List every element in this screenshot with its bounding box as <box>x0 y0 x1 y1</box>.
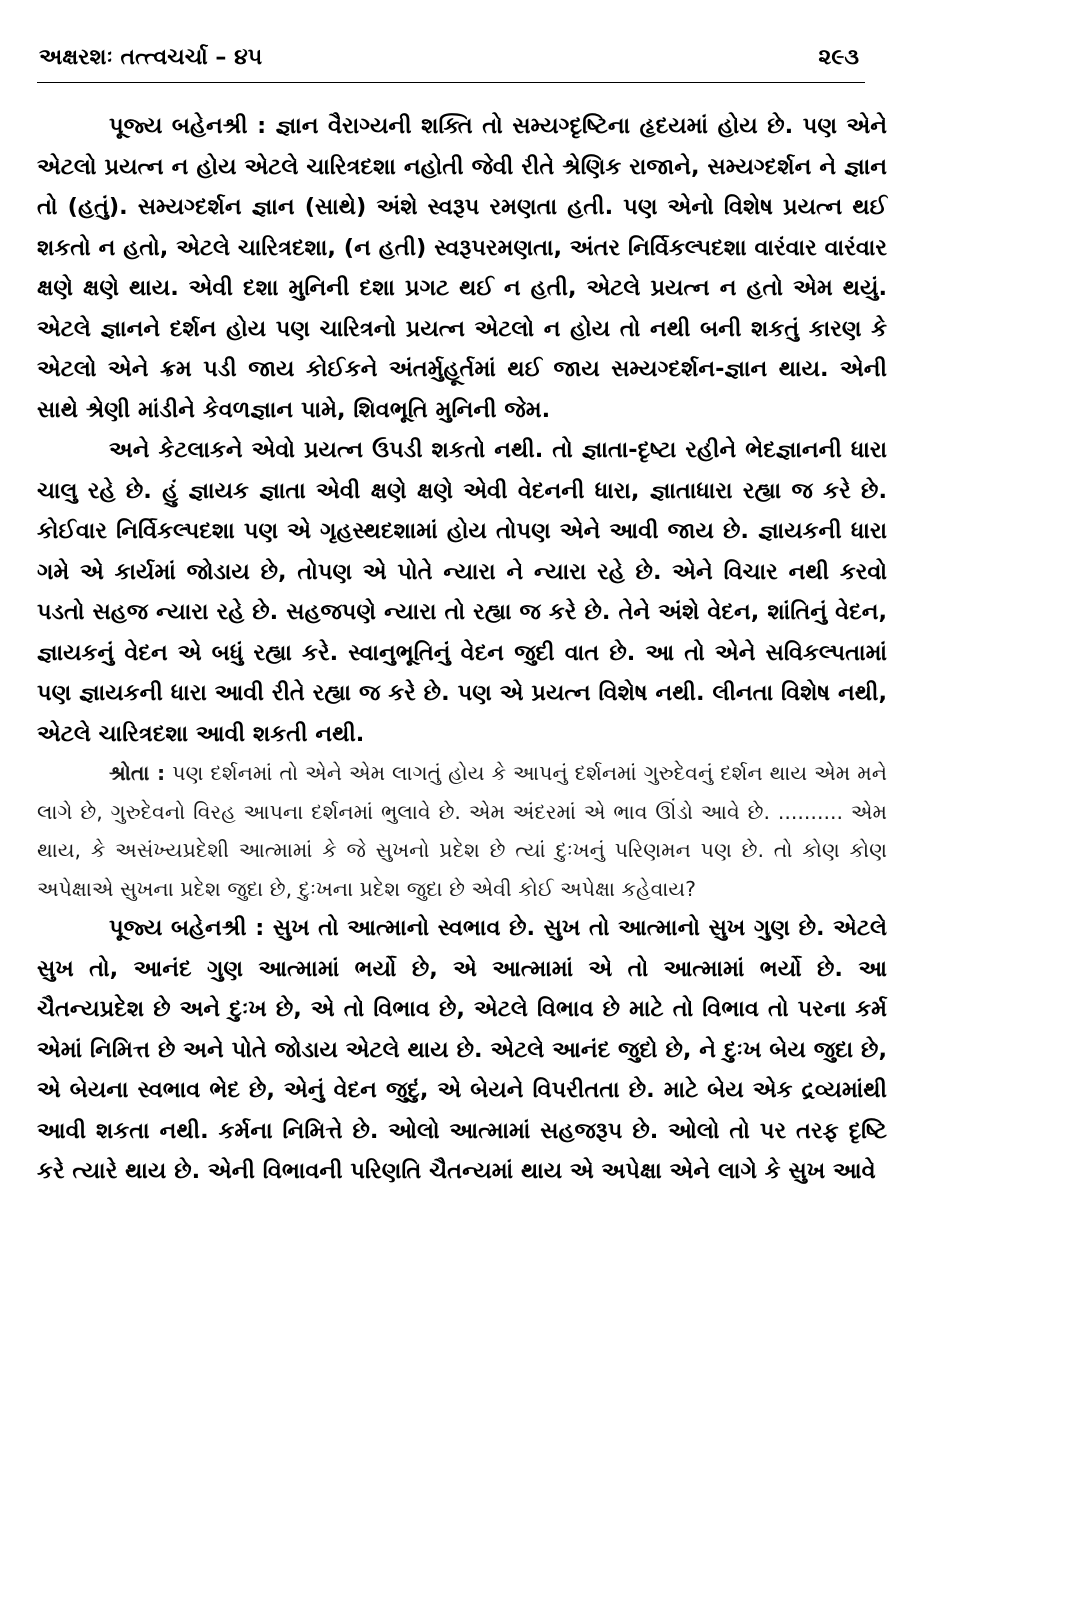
body-text <box>37 106 887 1192</box>
page-number: ૨૯૩ <box>818 45 859 70</box>
speaker-label: પૂજ્ય બહેનશ્રી : <box>109 113 267 139</box>
paragraph-2 <box>37 430 887 754</box>
book-title: અક્ષરશઃ તત્ત્વચર્ચા – ૪૫ <box>39 45 263 70</box>
paragraph-3 <box>37 754 887 908</box>
page-header <box>37 44 865 83</box>
paragraph-1 <box>37 106 887 430</box>
paragraph-text: જ્ઞાન વૈરાગ્યની શક્તિ તો સમ્યગ્દૃષ્ટિના હૃદયમાં હોય છે. પણ એને એટલો પ્રયત્ન ન હોય એટલે ચારિત્રદશા નહોતી જેવી રીતે શ્રેણિક રાજાને, સમ્યગ્દર્શન ને જ્ઞાન તો (હતું). સમ્યગ્દર્શન જ્ઞાન (સાથે) અંશે સ્વરૂપ રમણતા હતી. પણ એનો વિશેષ પ્રયત્ન થઈ શકતો ન હતો, એટલે ચારિત્રદશા, (ન હતી) સ્વરૂપરમણતા, અંતર નિર્વિકલ્પદશા વારંવાર વારંવાર ક્ષણે ક્ષણે થાય. એવી દશા મુનિની દશા પ્રગટ થઈ ન હતી, એટલે પ્રયત્ન ન હતો એમ થયું. એટલે જ્ઞાનને દર્શન હોય પણ ચારિત્રનો પ્રયત્ન એટલો ન હોય તો નથી બની શકતું કારણ કે એટલો એને ક્રમ પડી જાય કોઈકને અંતર્મુહૂર્તમાં થઈ જાય સમ્યગ્દર્શન-જ્ઞાન થાય. એની સાથે શ્રેણી માંડીને કેવળજ્ઞાન પામે, શિવભૂતિ મુનિની જેમ. <box>37 113 887 423</box>
speaker-label: શ્રોતા : <box>109 761 166 785</box>
paragraph-text: અને કેટલાકને એવો પ્રયત્ન ઉપડી શકતો નથી. તો જ્ઞાતા-દૃષ્ટા રહીને ભેદજ્ઞાનની ધારા ચાલુ રહે છે. હું જ્ઞાયક જ્ઞાતા એવી ક્ષણે ક્ષણે એવી વેદનની ધારા, જ્ઞાતાધારા રહ્યા જ કરે છે. કોઈવાર નિર્વિકલ્પદશા પણ એ ગૃહસ્થદશામાં હોય તોપણ એને આવી જાય છે. જ્ઞાયકની ધારા ગમે એ કાર્યમાં જોડાય છે, તોપણ એ પોતે ન્યારા ને ન્યારા રહે છે. એને વિચાર નથી કરવો પડતો સહજ ન્યારા રહે છે. સહજપણે ન્યારા તો રહ્યા જ કરે છે. તેને અંશે વેદન, શાંતિનું વેદન, જ્ઞાયકનું વેદન એ બધું રહ્યા કરે. સ્વાનુભૂતિનું વેદન જુદી વાત છે. આ તો એને સવિકલ્પતામાં પણ જ્ઞાયકની ધારા આવી રીતે રહ્યા જ કરે છે. પણ એ પ્રયત્ન વિશેષ નથી. લીનતા વિશેષ નથી, એટલે ચારિત્રદશા આવી શકતી નથી. <box>37 437 887 747</box>
paragraph-text: પણ દર્શનમાં તો એને એમ લાગતું હોય કે આપનું દર્શનમાં ગુરુદેવનું દર્શન થાય એમ મને લાગે છે, ગુરુદેવનો વિરહ આપના દર્શનમાં ભુલાવે છે. એમ અંદરમાં એ ભાવ ઊંડો આવે છે. .......... એમ થાય, કે અસંખ્યપ્રદેશી આત્મામાં કે જે સુખનો પ્રદેશ છે ત્યાં દુઃખનું પરિણમન પણ છે. તો કોણ કોણ અપેક્ષાએ સુખના પ્રદેશ જુદા છે, દુઃખના પ્રદેશ જુદા છે એવી કોઈ અપેક્ષા કહેવાય? <box>37 761 887 901</box>
speaker-label: પૂજ્ય બહેનશ્રી : <box>109 915 265 941</box>
paragraph-text: સુખ તો આત્માનો સ્વભાવ છે. સુખ તો આત્માનો સુખ ગુણ છે. એટલે સુખ તો, આનંદ ગુણ આત્મામાં ભર્યો છે, એ આત્મામાં એ તો આત્મામાં ભર્યો છે. આ ચૈતન્યપ્રદેશ છે અને દુઃખ છે, એ તો વિભાવ છે, એટલે વિભાવ છે માટે તો વિભાવ તો પરના કર્મ એમાં નિમિત્ત છે અને પોતે જોડાય એટલે થાય છે. એટલે આનંદ જુદો છે, ને દુઃખ બેય જુદા છે, એ બેયના સ્વભાવ ભેદ છે, એનું વેદન જુદું, એ બેયને વિપરીતતા છે. માટે બેય એક દ્રવ્યમાંથી આવી શકતા નથી. કર્મના નિમિત્તે છે. ઓલો આત્મામાં સહજરૂપ છે. ઓલો તો પર તરફ દૃષ્ટિ કરે ત્યારે થાય છે. એની વિભાવની પરિણતિ ચૈતન્યમાં થાય એ અપેક્ષા એને લાગે કે સુખ આવે <box>37 915 887 1184</box>
paragraph-4 <box>37 908 887 1192</box>
